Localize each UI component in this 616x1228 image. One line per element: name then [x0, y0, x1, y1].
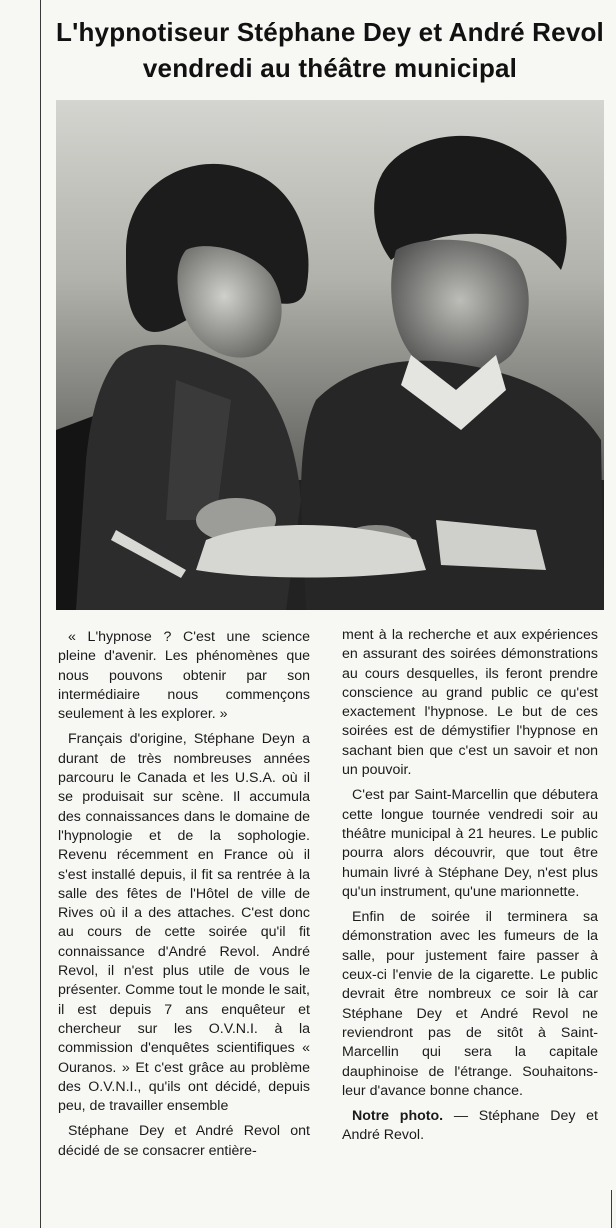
headline-line-2: vendredi au théâtre municipal — [142, 53, 518, 83]
paragraph-tour: C'est par Saint-Marcellin que débutera cette longue tournée vendredi soir au théâtre municipal à 21 heures. Le public pourra alors découvrir, que tout être humain livré à Stéphane Dey, n'est plus qu'un instrument, qu'une marionnette. — [342, 787, 598, 900]
article-column-left — [58, 628, 310, 1161]
caption-text: — Stéphane Dey et André Revol. — [342, 1108, 598, 1144]
article-photo — [56, 100, 604, 610]
caption-label: Notre photo. — [352, 1108, 444, 1125]
article-headline — [56, 14, 604, 86]
column-rule-right — [611, 1190, 612, 1228]
paragraph-decision-start: Stéphane Dey et André Revol ont décidé de se consacrer entière- — [58, 1123, 310, 1159]
headline-line-1: L'hypnotiseur Stéphane Dey et André Revol — [56, 17, 604, 47]
photo-caption — [342, 1107, 598, 1146]
paragraph-biography: Français d'origine, Stéphane Deyn a durant de très nombreuses années parcouru le Canada et les U.S.A. où il se produisait sur scène. Il accumula des connaissances dans le domaine de l'hypnologie et de la sophologie. Revenu récemment en France où il s'est installé depuis, il fit sa rentrée à la salle des fêtes de l'Hôtel de ville de Rives où il a des attaches. C'est donc au cours de cette soirée qu'il fit connaissance d'André Revol. André Revol, il n'est plus utile de vous le présenter. Comme tout le monde le sait, il est depuis 7 ans enquêteur et chercheur sur les O.V.N.I. à la commission d'enquêtes scientifiques « Ouranos. » Et c'est grâce au problème des O.V.N.I., qu'ils ont décidé, depuis peu, de travailler ensemble — [58, 731, 310, 1115]
paragraph-quote: « L'hypnose ? C'est une science pleine d'avenir. Les phénomènes que nous pouvons obtenir par son intermédiaire nous commençons seulement à les explorer. » — [58, 629, 310, 723]
paragraph-decision-end: ment à la recherche et aux expériences en assurant des soirées démonstrations au cours desquelles, ils feront prendre conscience au grand public ce qu'est exactement l'hypnose. Le but de ces soirées est de démystifier l'hypnose en sachant bien que c'est un savoir et non un pouvoir. — [342, 627, 598, 779]
paragraph-smokers: Enfin de soirée il terminera sa démonstration avec les fumeurs de la salle, pour justement faire passer à ceux-ci l'envie de la cigarette. Le public devrait être nombreux ce soir là car Stéphane Dey et André Revol ne reviendront pas de sitôt à Saint-Marcellin qui sera la capitale dauphinoise de l'étrange. Souhaitons-leur d'avance bonne chance. — [342, 909, 598, 1099]
article-column-right — [342, 626, 598, 1146]
photo-illustration — [56, 100, 604, 610]
column-rule-left — [40, 0, 41, 1228]
